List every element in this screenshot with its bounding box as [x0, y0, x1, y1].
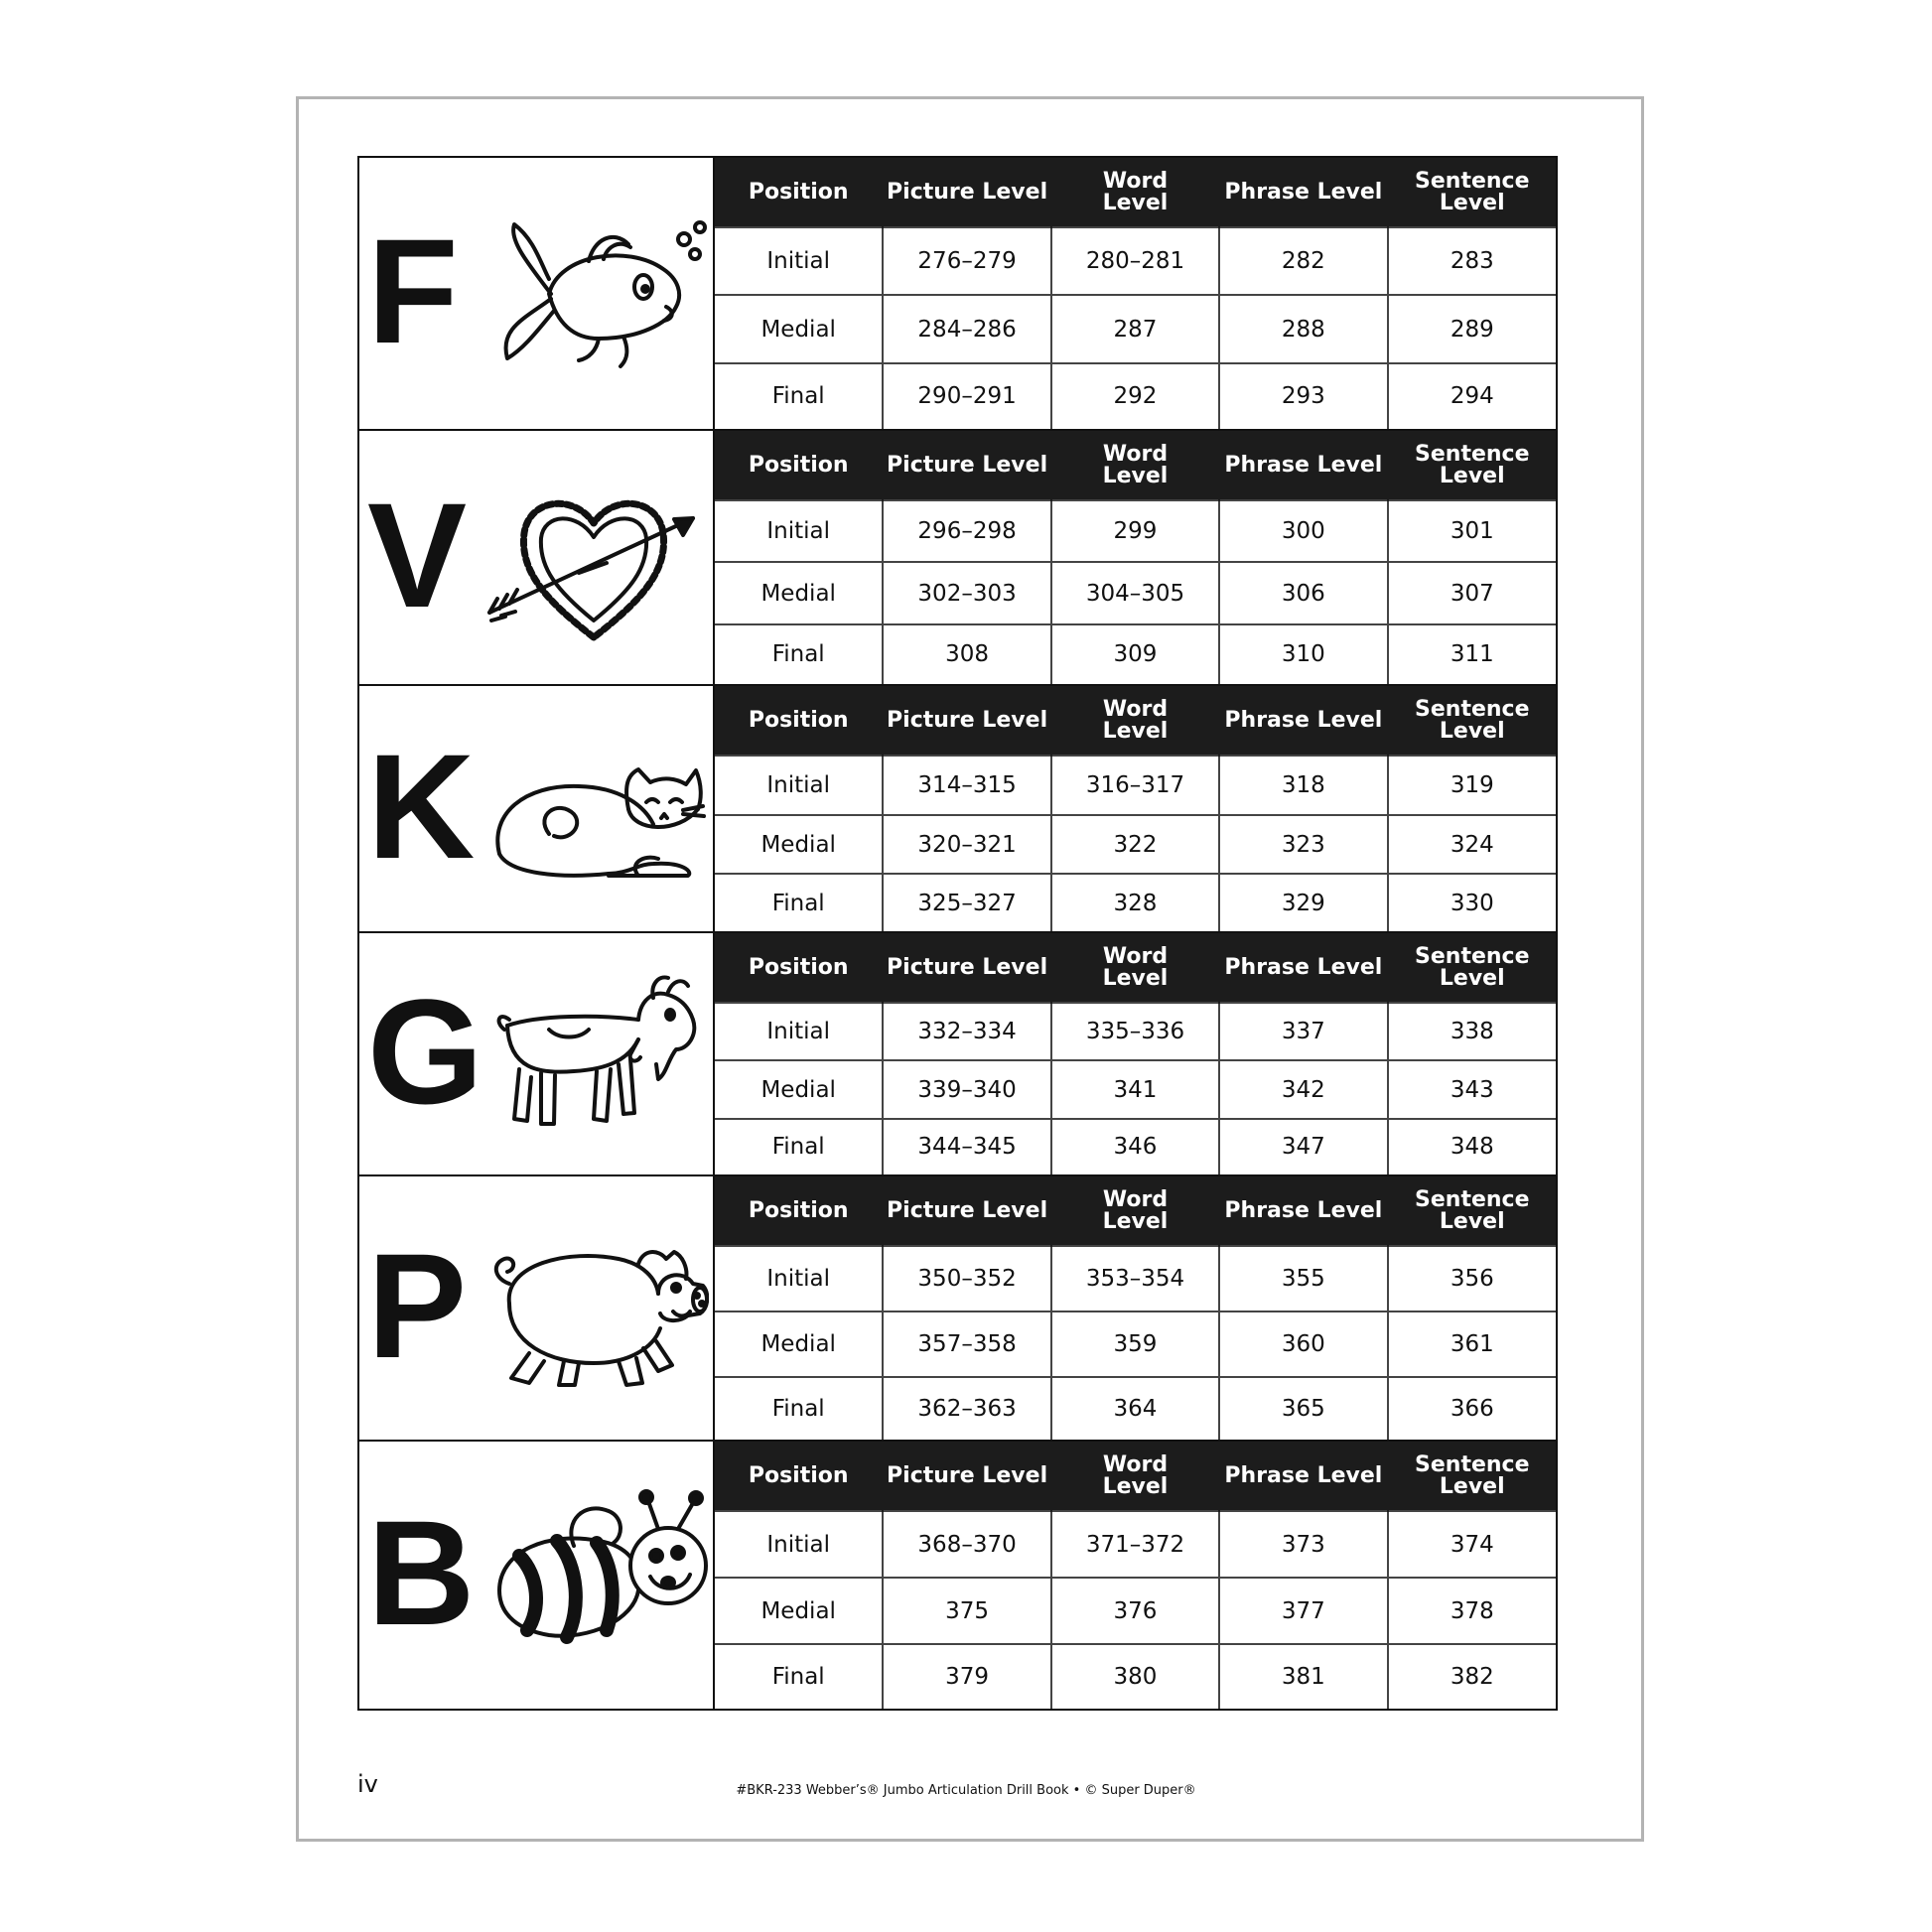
cell-phrase: 342 [1219, 1060, 1387, 1118]
cell-sentence: 382 [1388, 1644, 1556, 1709]
table-row [715, 1060, 1556, 1118]
articulation-index-grid [357, 156, 1558, 1711]
header-sentence-level-label: Level [1439, 463, 1505, 488]
header-word-level [1051, 933, 1219, 1003]
cell-picture: 276–279 [883, 227, 1050, 295]
valentine-heart-arrow-icon [479, 464, 709, 652]
header-picture-level-label: Picture Level [887, 452, 1048, 478]
header-picture-level-label: Picture Level [887, 179, 1048, 205]
table-row [715, 624, 1556, 684]
goat-icon [479, 960, 709, 1149]
cell-position: Initial [715, 1511, 883, 1578]
cell-picture: 368–370 [883, 1511, 1050, 1578]
sound-f-table-cell [715, 158, 1556, 431]
cell-picture: 302–303 [883, 562, 1050, 623]
cell-sentence: 361 [1388, 1311, 1556, 1377]
header-position [715, 933, 883, 1003]
table-row [715, 1578, 1556, 1644]
sound-k-table-cell [715, 686, 1556, 933]
cell-phrase: 347 [1219, 1119, 1387, 1174]
cell-position: Medial [715, 815, 883, 875]
cell-position: Final [715, 1644, 883, 1709]
header-position [715, 431, 883, 500]
sound-letter: G [367, 967, 483, 1135]
header-sentence-level-label: Sentence [1415, 441, 1530, 467]
cell-sentence: 294 [1388, 363, 1556, 429]
sound-letter: K [367, 722, 476, 890]
sound-v-table-cell [715, 431, 1556, 686]
cell-phrase: 323 [1219, 815, 1387, 875]
header-phrase-level [1219, 1442, 1387, 1511]
drill-table [715, 158, 1556, 429]
header-word-level-label: Level [1102, 463, 1169, 488]
table-row [715, 1246, 1556, 1311]
header-phrase-level [1219, 1176, 1387, 1246]
cell-sentence: 311 [1388, 624, 1556, 684]
cell-sentence: 374 [1388, 1511, 1556, 1578]
fish-icon [479, 200, 709, 388]
header-word-level-label: Word [1102, 168, 1169, 194]
table-row [715, 756, 1556, 815]
header-sentence-level-label: Sentence [1415, 1186, 1530, 1212]
sound-g-table-cell [715, 933, 1556, 1176]
drill-table [715, 933, 1556, 1174]
header-sentence-level-label: Level [1439, 965, 1505, 991]
cell-sentence: 366 [1388, 1377, 1556, 1440]
cell-picture: 375 [883, 1578, 1050, 1644]
cell-word: 322 [1051, 815, 1219, 875]
header-phrase-level-label: Phrase Level [1224, 179, 1383, 205]
sound-letter: F [367, 207, 459, 374]
header-picture-level [883, 933, 1050, 1003]
cell-picture: 339–340 [883, 1060, 1050, 1118]
sound-b-table-cell [715, 1442, 1556, 1709]
cell-phrase: 310 [1219, 624, 1387, 684]
cell-phrase: 365 [1219, 1377, 1387, 1440]
header-phrase-level [1219, 686, 1387, 756]
cell-picture: 379 [883, 1644, 1050, 1709]
cell-word: 335–336 [1051, 1003, 1219, 1060]
header-position-label: Position [748, 1197, 849, 1223]
header-picture-level [883, 158, 1050, 227]
header-sentence-level [1388, 1442, 1556, 1511]
cell-word: 304–305 [1051, 562, 1219, 623]
cell-phrase: 288 [1219, 295, 1387, 362]
table-row [715, 1377, 1556, 1440]
cell-position: Medial [715, 562, 883, 623]
header-sentence-level-label: Level [1439, 190, 1505, 215]
page-footer: #BKR-233 Webber’s® Jumbo Articulation Drill Book • © Super Duper® [736, 1783, 1196, 1798]
header-position-label: Position [748, 954, 849, 980]
cell-word: 292 [1051, 363, 1219, 429]
header-word-level-label: Word [1102, 441, 1169, 467]
header-word-level [1051, 431, 1219, 500]
cell-word: 299 [1051, 500, 1219, 562]
cell-word: 280–281 [1051, 227, 1219, 295]
header-phrase-level-label: Phrase Level [1224, 452, 1383, 478]
header-word-level [1051, 1442, 1219, 1511]
sound-p-table-cell [715, 1176, 1556, 1442]
cell-position: Initial [715, 756, 883, 815]
header-sentence-level [1388, 1176, 1556, 1246]
cell-phrase: 381 [1219, 1644, 1387, 1709]
sound-letter: B [367, 1488, 476, 1656]
drill-table [715, 431, 1556, 684]
header-sentence-level [1388, 686, 1556, 756]
cell-word: 353–354 [1051, 1246, 1219, 1311]
cell-phrase: 337 [1219, 1003, 1387, 1060]
cell-picture: 308 [883, 624, 1050, 684]
table-header-row [715, 933, 1556, 1003]
table-header-row [715, 431, 1556, 500]
header-picture-level [883, 1176, 1050, 1246]
header-sentence-level-label: Sentence [1415, 168, 1530, 194]
header-position-label: Position [748, 707, 849, 733]
sound-f-cell [359, 158, 715, 431]
pig-icon [479, 1214, 709, 1403]
sound-b-cell [359, 1442, 715, 1709]
header-position [715, 1442, 883, 1511]
header-sentence-level [1388, 158, 1556, 227]
cell-picture: 344–345 [883, 1119, 1050, 1174]
table-row [715, 815, 1556, 875]
cell-phrase: 293 [1219, 363, 1387, 429]
table-row [715, 1511, 1556, 1578]
cell-sentence: 324 [1388, 815, 1556, 875]
cell-position: Initial [715, 1246, 883, 1311]
cell-word: 316–317 [1051, 756, 1219, 815]
header-phrase-level [1219, 158, 1387, 227]
cell-position: Initial [715, 1003, 883, 1060]
cell-picture: 296–298 [883, 500, 1050, 562]
cell-phrase: 377 [1219, 1578, 1387, 1644]
header-word-level-label: Level [1102, 1208, 1169, 1234]
sound-p-cell [359, 1176, 715, 1442]
cell-phrase: 318 [1219, 756, 1387, 815]
header-phrase-level-label: Phrase Level [1224, 1197, 1383, 1223]
header-position-label: Position [748, 1462, 849, 1488]
table-row [715, 562, 1556, 623]
cell-word: 376 [1051, 1578, 1219, 1644]
sound-v-cell [359, 431, 715, 686]
header-sentence-level-label: Sentence [1415, 1451, 1530, 1477]
header-word-level-label: Level [1102, 1473, 1169, 1499]
cell-position: Final [715, 1119, 883, 1174]
cell-sentence: 343 [1388, 1060, 1556, 1118]
table-row [715, 1311, 1556, 1377]
cell-phrase: 282 [1219, 227, 1387, 295]
cell-sentence: 348 [1388, 1119, 1556, 1174]
cell-picture: 362–363 [883, 1377, 1050, 1440]
header-word-level-label: Level [1102, 718, 1169, 744]
header-phrase-level [1219, 933, 1387, 1003]
cell-sentence: 356 [1388, 1246, 1556, 1311]
header-sentence-level [1388, 933, 1556, 1003]
table-row [715, 363, 1556, 429]
cell-position: Medial [715, 1311, 883, 1377]
table-row [715, 1119, 1556, 1174]
cell-picture: 350–352 [883, 1246, 1050, 1311]
header-position [715, 158, 883, 227]
header-position [715, 686, 883, 756]
header-phrase-level-label: Phrase Level [1224, 707, 1383, 733]
cell-phrase: 306 [1219, 562, 1387, 623]
cell-picture: 284–286 [883, 295, 1050, 362]
cell-phrase: 355 [1219, 1246, 1387, 1311]
header-word-level-label: Word [1102, 1451, 1169, 1477]
cell-sentence: 301 [1388, 500, 1556, 562]
header-picture-level [883, 1442, 1050, 1511]
cell-word: 346 [1051, 1119, 1219, 1174]
cell-word: 364 [1051, 1377, 1219, 1440]
cell-phrase: 360 [1219, 1311, 1387, 1377]
cell-position: Initial [715, 500, 883, 562]
cell-sentence: 283 [1388, 227, 1556, 295]
table-row [715, 1003, 1556, 1060]
cell-sentence: 330 [1388, 874, 1556, 931]
sound-letter: V [367, 471, 468, 638]
header-word-level-label: Level [1102, 190, 1169, 215]
table-header-row [715, 158, 1556, 227]
cell-word: 287 [1051, 295, 1219, 362]
header-word-level-label: Word [1102, 696, 1169, 722]
table-row [715, 295, 1556, 362]
cell-picture: 357–358 [883, 1311, 1050, 1377]
drill-table [715, 686, 1556, 931]
header-sentence-level-label: Level [1439, 1473, 1505, 1499]
table-row [715, 227, 1556, 295]
cell-position: Final [715, 1377, 883, 1440]
cell-word: 328 [1051, 874, 1219, 931]
cat-icon [479, 715, 709, 903]
cell-sentence: 289 [1388, 295, 1556, 362]
sound-g-cell [359, 933, 715, 1176]
header-picture-level-label: Picture Level [887, 1462, 1048, 1488]
cell-word: 371–372 [1051, 1511, 1219, 1578]
header-phrase-level [1219, 431, 1387, 500]
sound-letter: P [367, 1221, 468, 1389]
bee-icon [479, 1481, 709, 1670]
cell-position: Final [715, 874, 883, 931]
header-sentence-level-label: Level [1439, 718, 1505, 744]
header-picture-level [883, 431, 1050, 500]
header-word-level [1051, 1176, 1219, 1246]
table-row [715, 874, 1556, 931]
header-picture-level-label: Picture Level [887, 1197, 1048, 1223]
table-row [715, 1644, 1556, 1709]
table-header-row [715, 686, 1556, 756]
sound-k-cell [359, 686, 715, 933]
cell-word: 341 [1051, 1060, 1219, 1118]
header-sentence-level-label: Level [1439, 1208, 1505, 1234]
cell-word: 359 [1051, 1311, 1219, 1377]
header-position-label: Position [748, 452, 849, 478]
cell-phrase: 300 [1219, 500, 1387, 562]
cell-picture: 320–321 [883, 815, 1050, 875]
drill-table [715, 1176, 1556, 1440]
cell-word: 380 [1051, 1644, 1219, 1709]
header-picture-level-label: Picture Level [887, 954, 1048, 980]
header-word-level [1051, 686, 1219, 756]
cell-sentence: 338 [1388, 1003, 1556, 1060]
cell-phrase: 329 [1219, 874, 1387, 931]
header-picture-level-label: Picture Level [887, 707, 1048, 733]
header-word-level [1051, 158, 1219, 227]
page-number: iv [357, 1770, 378, 1798]
header-position-label: Position [748, 179, 849, 205]
cell-sentence: 378 [1388, 1578, 1556, 1644]
table-header-row [715, 1442, 1556, 1511]
cell-position: Final [715, 363, 883, 429]
cell-position: Medial [715, 1060, 883, 1118]
cell-picture: 325–327 [883, 874, 1050, 931]
header-picture-level [883, 686, 1050, 756]
header-phrase-level-label: Phrase Level [1224, 954, 1383, 980]
table-row [715, 500, 1556, 562]
header-position [715, 1176, 883, 1246]
header-phrase-level-label: Phrase Level [1224, 1462, 1383, 1488]
cell-word: 309 [1051, 624, 1219, 684]
cell-position: Medial [715, 1578, 883, 1644]
cell-sentence: 319 [1388, 756, 1556, 815]
drill-table [715, 1442, 1556, 1709]
cell-position: Final [715, 624, 883, 684]
cell-position: Initial [715, 227, 883, 295]
cell-phrase: 373 [1219, 1511, 1387, 1578]
header-sentence-level-label: Sentence [1415, 943, 1530, 969]
cell-picture: 332–334 [883, 1003, 1050, 1060]
cell-position: Medial [715, 295, 883, 362]
header-sentence-level-label: Sentence [1415, 696, 1530, 722]
header-word-level-label: Word [1102, 1186, 1169, 1212]
header-word-level-label: Level [1102, 965, 1169, 991]
cell-picture: 290–291 [883, 363, 1050, 429]
cell-sentence: 307 [1388, 562, 1556, 623]
table-header-row [715, 1176, 1556, 1246]
header-sentence-level [1388, 431, 1556, 500]
header-word-level-label: Word [1102, 943, 1169, 969]
cell-picture: 314–315 [883, 756, 1050, 815]
